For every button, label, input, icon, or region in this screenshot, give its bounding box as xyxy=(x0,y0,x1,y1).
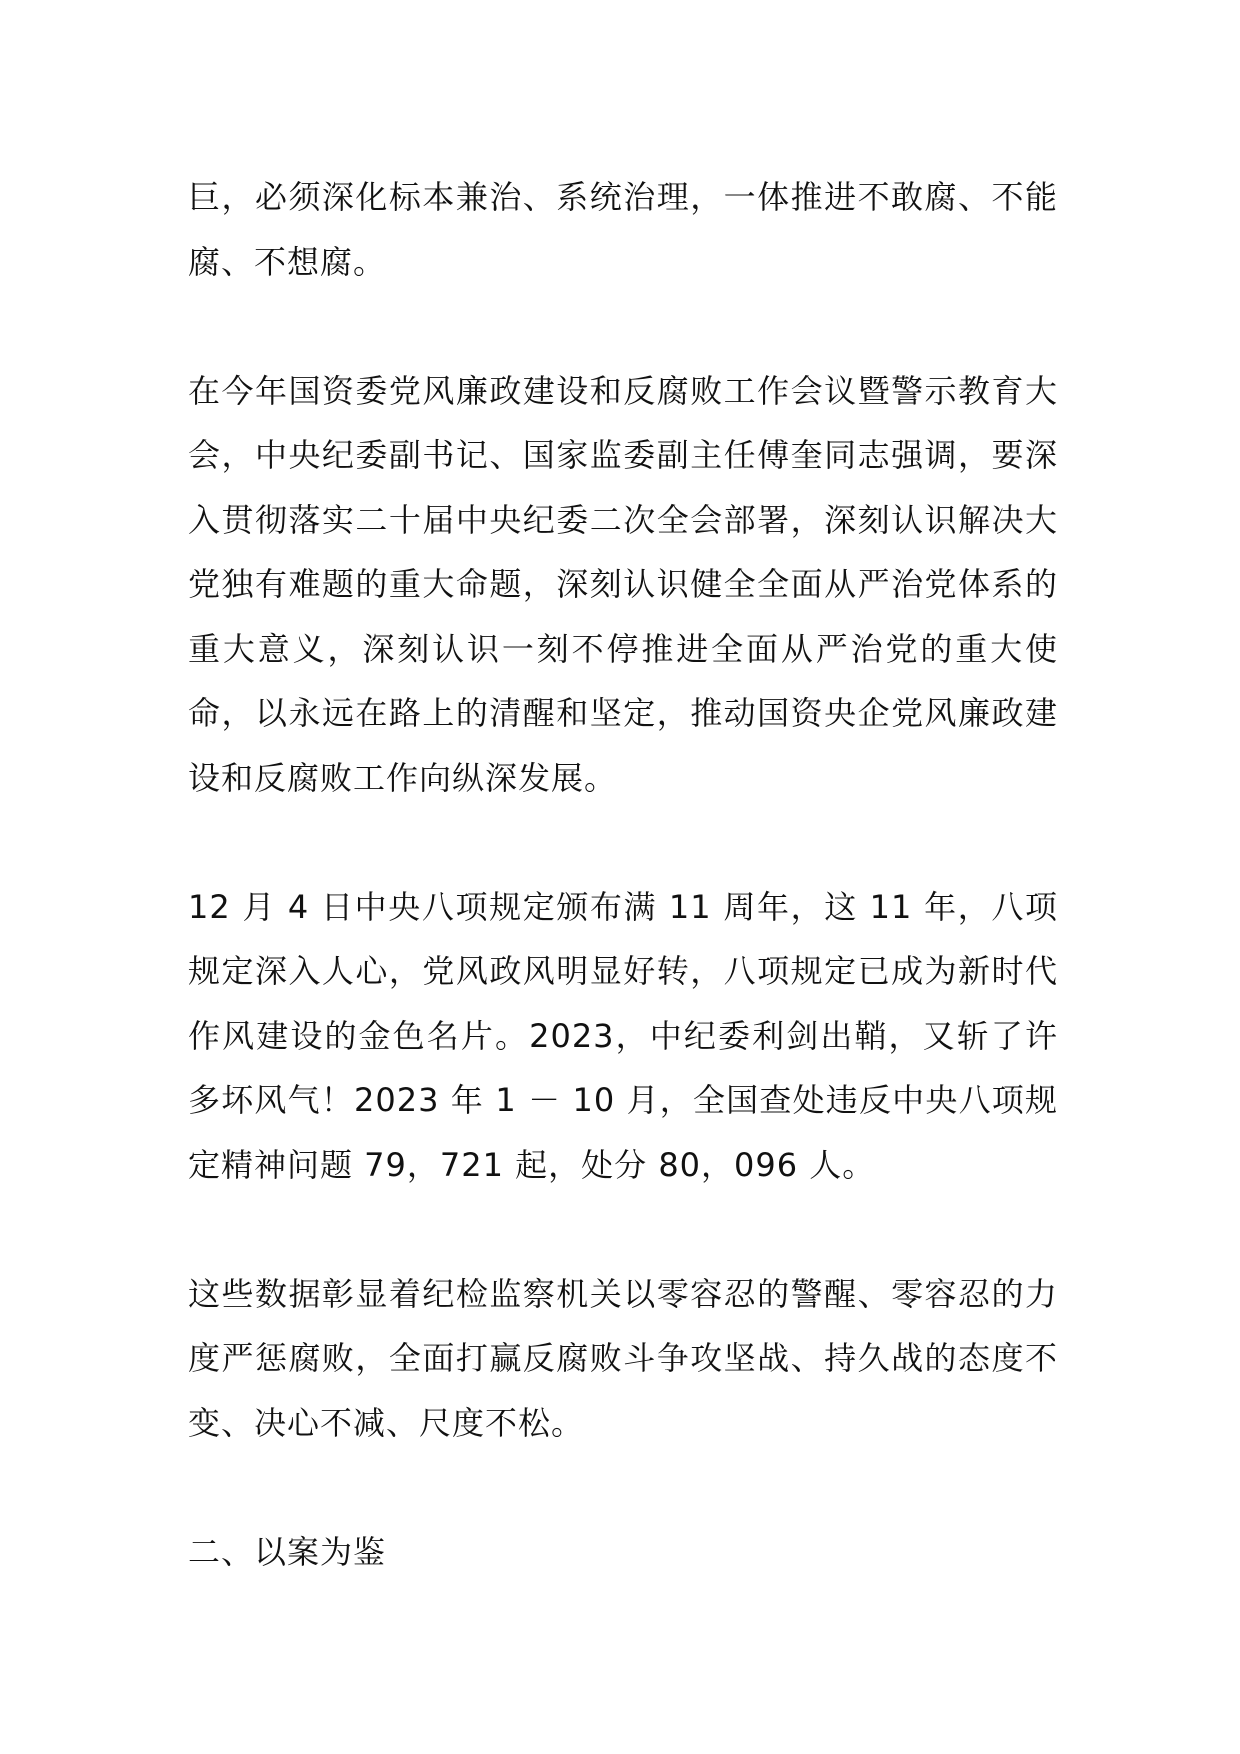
paragraph-2: 在今年国资委党风廉政建设和反腐败工作会议暨警示教育大会，中央纪委副书记、国家监委副主任傅奎同志强调，要深入贯彻落实二十届中央纪委二次全会部署，深刻认识解决大党独有难题的重大命题，深刻认识健全全面从严治党体系的重大意义，深刻认识一刻不停推进全面从严治党的重大使命，以永远在路上的清醒和坚定，推动国资央企党风廉政建设和反腐败工作向纵深发展。 xyxy=(188,371,1058,797)
section-heading: 二、以案为鉴 xyxy=(188,1532,387,1571)
paragraph-3: 12 月 4 日中央八项规定颁布满 11 周年，这 11 年，八项规定深入人心，党风政风明显好转，八项规定已成为新时代作风建设的金色名片。2023，中纪委利剑出鞘，又斩了许多坏风气！2023 年 1 － 10 月，全国查处违反中央八项规定精神问题 79，721 起，处分 80，096 人。 xyxy=(188,887,1058,1184)
document-body xyxy=(188,165,1058,1584)
paragraph-1: 巨，必须深化标本兼治、系统治理，一体推进不敢腐、不能腐、不想腐。 xyxy=(188,178,1058,281)
paragraph-4: 这些数据彰显着纪检监察机关以零容忍的警醒、零容忍的力度严惩腐败，全面打赢反腐败斗争攻坚战、持久战的态度不变、决心不减、尺度不松。 xyxy=(188,1274,1058,1442)
